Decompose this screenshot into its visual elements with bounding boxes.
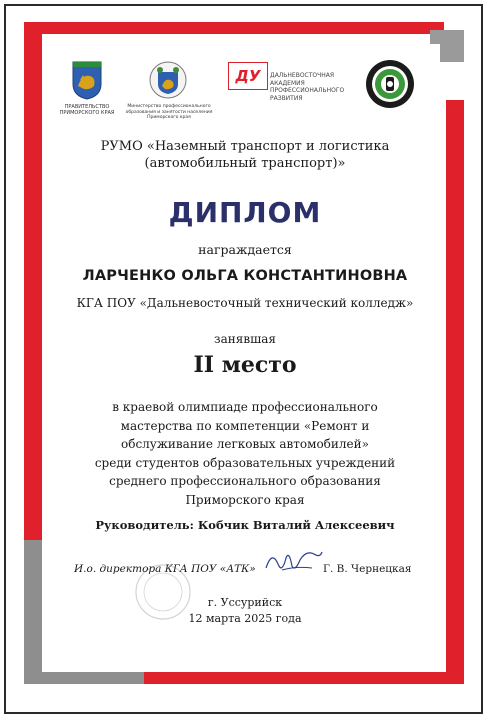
awarded-label: награждается <box>198 242 292 257</box>
issue-date: 12 марта 2025 года <box>188 612 302 625</box>
frame-gray-left <box>24 540 42 684</box>
academy-mark: ДУ <box>235 67 261 85</box>
handwritten-signature <box>262 546 326 578</box>
frame-gray-bottom <box>24 672 144 684</box>
academy-name: ДАЛЬНЕВОСТОЧНАЯ АКАДЕМИЯ ПРОФЕССИОНАЛЬНОГО РАЗВИТИЯ <box>270 72 345 102</box>
description-line: среднего профессионального образования <box>109 474 381 488</box>
government-caption: ПРАВИТЕЛЬСТВО ПРИМОРСКОГО КРАЯ <box>59 104 115 116</box>
description-line: Приморского края <box>185 492 305 507</box>
ministry-caption: Министерство профессионального образования и занятости населения Приморского края <box>125 104 213 120</box>
description-line: мастерства по компетенции «Ремонт и <box>120 418 370 433</box>
description-line: среди студентов образовательных учреждений <box>94 455 396 470</box>
description-line: обслуживание легковых автомобилей» <box>121 437 369 451</box>
rumo-header <box>50 138 440 172</box>
recipient-organization: КГА ПОУ «Дальневосточный технический колледж» <box>76 296 414 310</box>
rumo-line-1: РУМО «Наземный транспорт и логистика <box>100 139 390 154</box>
rumo-line-2: (автомобильный транспорт)» <box>144 156 346 171</box>
director-label: И.о. директора КГА ПОУ «АТК» <box>74 563 256 575</box>
issue-city: г. Уссурийск <box>207 596 283 609</box>
diploma-title: ДИПЛОМ <box>168 196 322 229</box>
frame-red-right <box>446 100 464 684</box>
description-line: в краевой олимпиаде профессионального <box>112 400 378 414</box>
supervisor-line: Руководитель: Кобчик Виталий Алексеевич <box>95 518 395 532</box>
occupied-label: занявшая <box>214 332 276 346</box>
frame-red-top <box>24 22 444 34</box>
competition-description <box>50 398 440 509</box>
ministry-emblem-icon <box>148 60 188 100</box>
primorye-coat-of-arms-icon <box>70 60 104 100</box>
recipient-name: ЛАРЧЕНКО ОЛЬГА КОНСТАНТИНОВНА <box>82 268 408 284</box>
director-name: Г. В. Чернецкая <box>323 563 412 575</box>
place-awarded: II место <box>193 352 297 378</box>
academy-logo <box>228 62 268 90</box>
college-gear-emblem-icon <box>364 58 416 110</box>
